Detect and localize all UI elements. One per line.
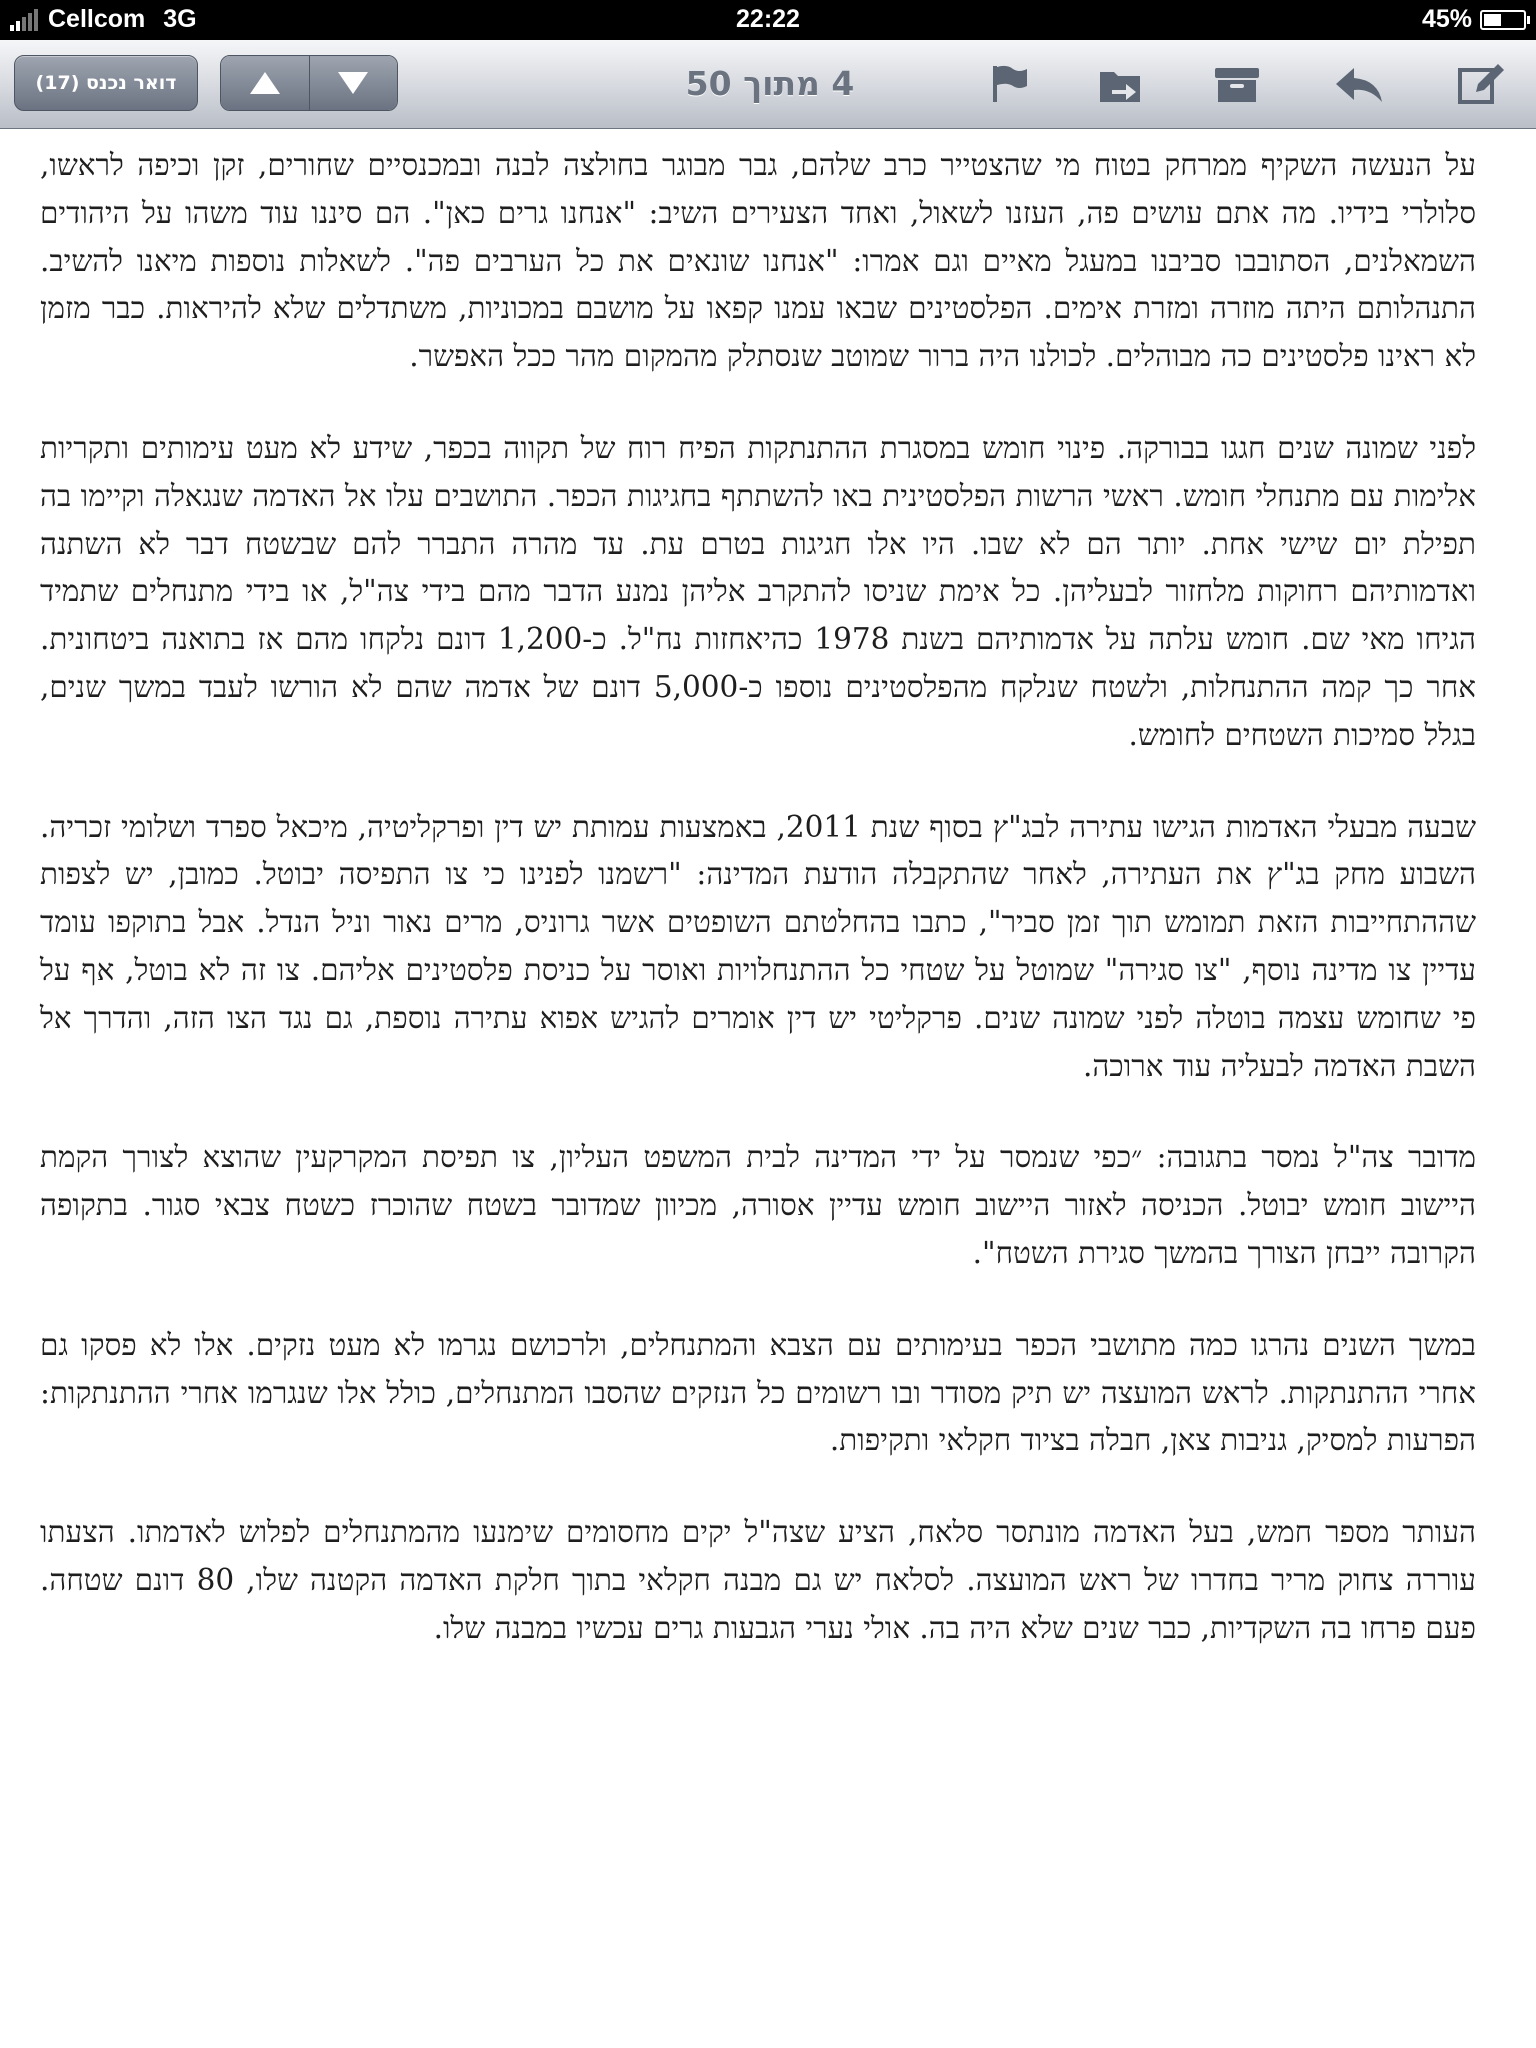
next-message-button[interactable] (309, 56, 398, 110)
compose-icon[interactable] (1456, 62, 1506, 106)
article-paragraph: שבעה מבעלי האדמות הגישו עתירה לבג"ץ בסוף שנת 2011, באמצעות עמותת יש דין ופרקליטיה, מיכאל ספרד ושלומי זכריה. השבוע מחק בג"ץ את העתירה, לאחר שהתקבלה הודעת המדינה: "רשמנו לפנינו כי צו התפיסה יבוטל. כמובן, יש לצפות שההתחייבות הזאת תמומש תוך זמן סביר", כתבו בהחלטתם השופטים אשר גרוניס, מרים נאור וניל הנדל. אבל בתוקפו עומד עדיין צו מדינה נוסף, "צו סגירה" שמוטל על שטחי כל ההתנחלויות ואוסר על כניסת פלסטינים אליהם. צו זה לא בוטל, אף על פי שחומש עצמה בוטלה לפני שמונה שנים. פרקליטי יש דין אומרים להגיש אפוא עתירה נוספת, גם נגד הצו הזה, והדרך אל השבת האדמה לבעליה עוד ארוכה. (40, 809, 1476, 1083)
status-bar (0, 0, 1536, 40)
article-paragraph: העותר מספר חמש, בעל האדמה מונתסר סלאח, הציע שצה"ל יקים מחסומים שימנעו מהמתנחלים לפלוש לאדמתו. הצעתו עוררה צחוק מריר בחדרו של ראש המועצה. לסלאח יש גם מבנה חקלאי בתוך חלקת האדמה הקטנה שלו, 80 דונם שטחה. פעם פרחו בה השקדיות, כבר שנים שלא היה בה. אולי נערי הגבעות גרים עכשיו במבנה שלו. (40, 1515, 1476, 1645)
archive-icon[interactable] (1212, 62, 1262, 106)
battery-percent: 45% (1421, 5, 1472, 33)
reply-icon[interactable] (1334, 62, 1384, 106)
message-navigation (220, 55, 398, 111)
article-paragraph: מדובר צה"ל נמסר בתגובה: ״כפי שנמסר על ידי המדינה לבית המשפט העליון, צו תפיסת המקרקעין שהוצא לצורך הקמת היישוב חומש יבוטל. הכניסה לאזור היישוב חומש עדיין אסורה, מכיוון שמדובר בשטח שהוכרז כשטח צבאי סגור. בתקופה הקרובה ייבחן הצורך בהמשך סגירת השטח". (40, 1140, 1476, 1270)
mail-toolbar (0, 40, 1536, 129)
network-type: 3G (163, 5, 197, 33)
previous-message-button[interactable] (221, 56, 309, 110)
article-paragraph: במשך השנים נהרגו כמה מתושבי הכפר בעימותים עם הצבא והמתנחלים, ולרכושם נגרמו לא מעט נזקים. אלו לא פסקו גם אחרי ההתנתקות. לראש המועצה יש תיק מסודר ובו רשומים כל הנזקים שהסבו המתנחלים, כולל אלו שנגרמו אחרי ההתנתקות: הפרעות למסיק, גניבות צאן, חבלה בציוד חקלאי ותקיפות. (40, 1327, 1476, 1458)
article-paragraph: על הנעשה השקיף ממרחק בטוח מי שהצטייר כרב שלהם, גבר מבוגר בחולצה לבנה ובמכנסיים שחורים, זקן וכיפה לראשו, סלולרי בידיו. מה אתם עושים פה, העזנו לשאול, ואחד הצעירים השיב: "אנחנו גרים כאן". הם סיננו עוד משהו על היהודים השמאלנים, הסתובבו סביבנו במעגל מאיים וגם אמרו: "אנחנו שונאים את כל הערבים פה". לשאלות נוספות מיאנו להשיב. התנהלותם היתה מוזרה ומזרת אימים. הפלסטינים שבאו עמנו קפאו על מושבם במכוניות, משתדלים שלא להיראות. כבר מזמן לא ראינו פלסטינים כה מבוהלים. לכולנו היה ברור שמוטב שנסתלק מהמקום מהר ככל האפשר. (40, 148, 1476, 374)
clock: 22:22 (736, 5, 800, 33)
chevron-up-icon (248, 70, 282, 96)
message-position-title: 4 מתוך 50 (685, 64, 855, 103)
chevron-down-icon (336, 70, 370, 96)
message-body (40, 128, 1476, 1697)
inbox-back-button[interactable]: דואר נכנס (17) (14, 55, 198, 111)
carrier-name: Cellcom (48, 5, 146, 33)
move-folder-icon[interactable] (1096, 62, 1146, 106)
article-paragraph: לפני שמונה שנים חגגו בבורקה. פינוי חומש במסגרת ההתנתקות הפיח רוח של תקווה בכפר, שידע לא מעט עימותים ותקריות אלימות עם מתנחלי חומש. ראשי הרשות הפלסטינית באו להשתתף בחגיגות הכפר. התושבים עלו אל האדמה שנגאלה וקיימו בה תפילת יום שישי אחת. יותר הם לא שבו. היו אלו חגיגות בטרם עת. עד מהרה התברר להם שבשטח דבר לא השתנה ואדמותיהם רחוקות מלחזור לבעליהן. כל אימת שניסו להתקרב אליהן נמנע הדבר מהם בידי צה"ל, או בידי מתנחלים שתמיד הגיחו מאי שם. חומש עלתה על אדמותיהם בשנת 1978 כהיאחזות נח"ל. כ-1,200 דונם נלקחו מהם אז בתואנה ביטחונית. אחר כך קמה ההתנחלות, ולשטח שנלקח מהפלסטינים נוספו כ-5,000 דונם של אדמה שהם לא הורשו לעבד במשך שנים, בגלל סמיכות השטחים לחומש. (40, 430, 1476, 752)
status-right (1422, 5, 1526, 34)
flag-icon[interactable] (985, 62, 1035, 106)
battery-icon (1480, 10, 1526, 30)
